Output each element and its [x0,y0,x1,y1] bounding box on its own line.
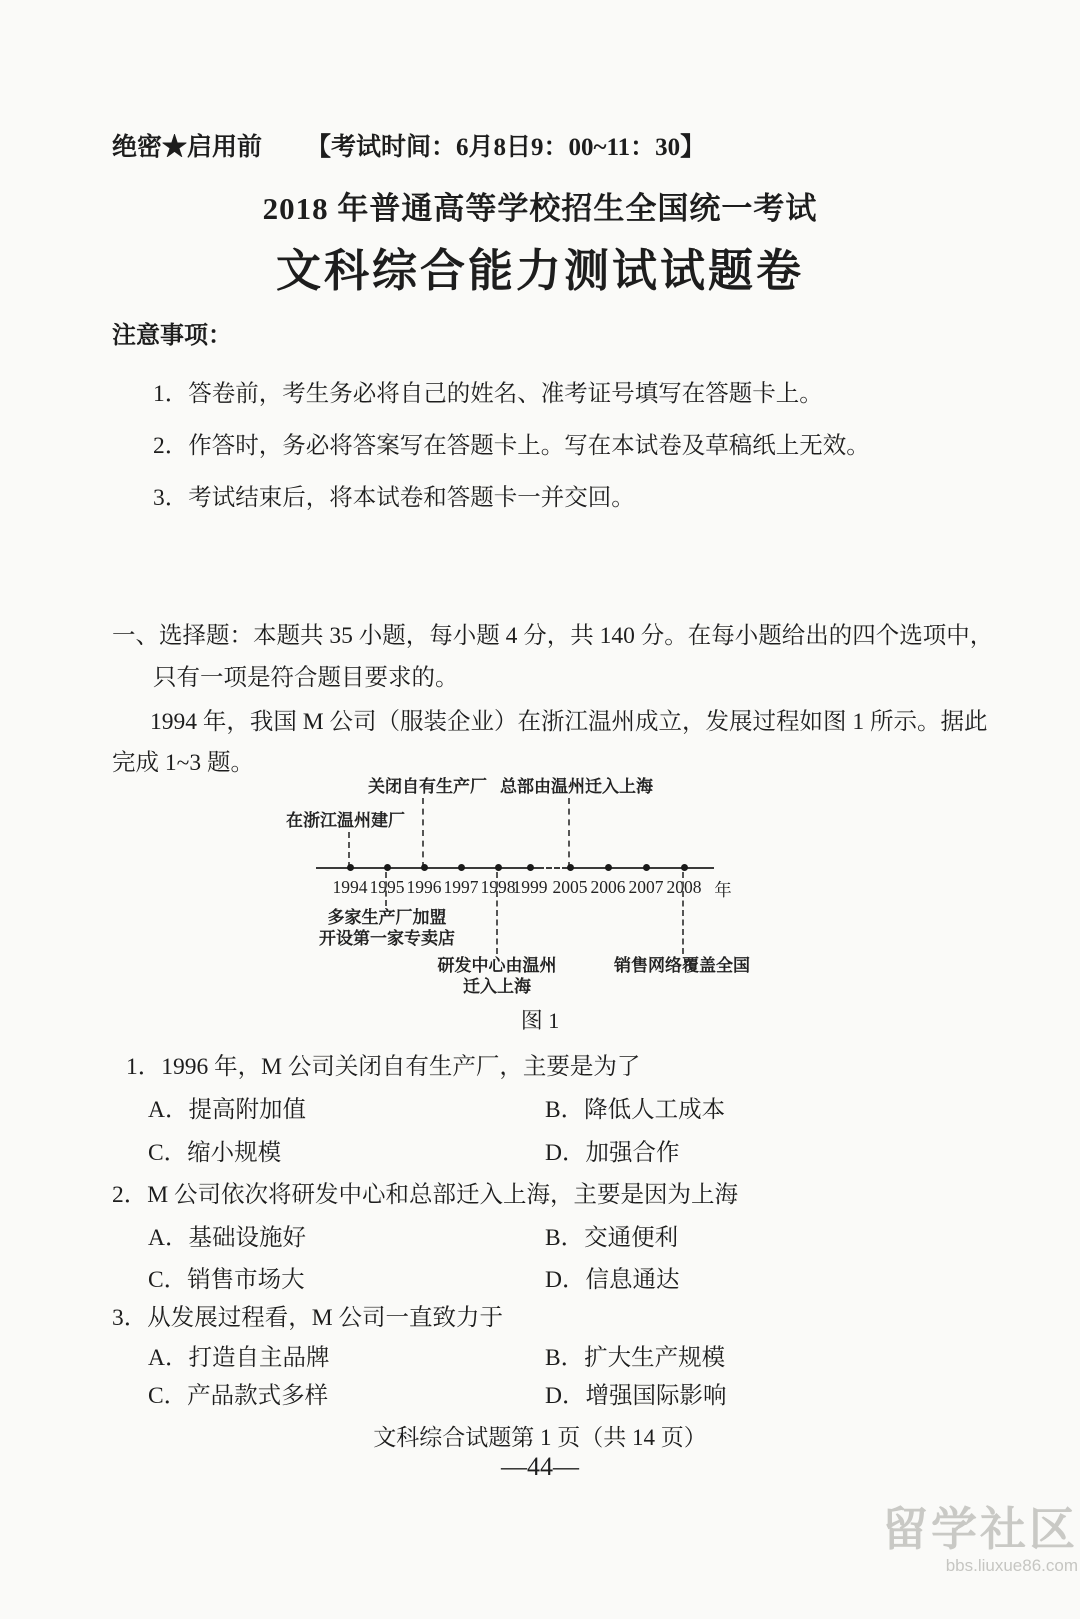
question-3-option-a: A．打造自主品牌 [148,1345,330,1371]
figure-caption: 图 1 [520,1008,560,1033]
timeline-dot-1995 [384,864,391,871]
timeline-dot-2007 [643,864,650,871]
year-label: 1994 [332,877,368,897]
year-label: 2005 [552,877,588,897]
question-1-option-a: A．提高附加值 [148,1097,306,1123]
timeline-dot-2006 [605,864,612,871]
question-2-stem: 2．M 公司依次将研发中心和总部迁入上海，主要是因为上海 [112,1182,739,1208]
event-connector [682,872,684,954]
watermark [882,1503,1078,1575]
axis-unit-label: 年 [714,880,732,900]
year-label: 1998 [480,877,516,897]
timeline-dot-2008 [681,864,688,871]
timeline-dot-1997 [458,864,465,871]
timeline-dot-1998 [495,864,502,871]
page-number: —44— [501,1452,579,1481]
question-3-option-c: C．产品款式多样 [148,1383,329,1409]
timeline-dot-1999 [527,864,534,871]
note-item-2: 2．作答时，务必将答案写在答题卡上。写在本试卷及草稿纸上无效。 [153,433,870,459]
question-2-option-d: D．信息通达 [545,1267,680,1293]
event-connector [496,872,498,954]
page-footer: 文科综合试题第 1 页（共 14 页） [373,1425,707,1450]
section-heading-line1: 一、选择题：本题共 35 小题，每小题 4 分，共 140 分。在每小题给出的四个选项中， [112,623,994,649]
year-label: 2007 [628,877,664,897]
note-item-1: 1．答卷前，考生务必将自己的姓名、准考证号填写在答题卡上。 [153,381,823,407]
timeline-figure [280,770,860,1012]
event-label-rd-to-shanghai: 研发中心由温州 迁入上海 [437,956,557,996]
event-connector [568,798,570,868]
event-connector [348,832,350,868]
event-label-sales-network: 销售网络覆盖全国 [614,956,750,975]
year-label: 1999 [512,877,548,897]
question-3-option-b: B．扩大生产规模 [545,1345,726,1371]
event-label-hq-to-shanghai: 总部由温州迁入上海 [500,777,653,796]
year-label: 1995 [369,877,405,897]
question-2-option-b: B．交通便利 [545,1225,679,1251]
exam-time: 【考试时间：6月8日9：00~11：30】 [306,134,706,161]
question-1-option-c: C．缩小规模 [148,1140,282,1166]
question-1-option-d: D．加强合作 [545,1140,680,1166]
passage-intro-line1: 1994 年，我国 M 公司（服装企业）在浙江温州成立，发展过程如图 1 所示。据此 [150,709,988,735]
question-2-option-a: A．基础设施好 [148,1225,306,1251]
year-label: 2006 [590,877,626,897]
year-label: 1996 [406,877,442,897]
question-3-option-d: D．增强国际影响 [545,1383,727,1409]
timeline-axis-right [568,867,714,869]
watermark-logo-text: 留学社区 [882,1503,1078,1555]
question-1-stem: 1．1996 年，M 公司关闭自有生产厂，主要是为了 [126,1054,641,1080]
event-label-factory-founded: 在浙江温州建厂 [286,811,405,830]
paper-title: 文科综合能力测试试题卷 [275,246,804,296]
question-2-option-c: C．销售市场大 [148,1267,305,1293]
watermark-url: bbs.liuxue86.com [945,1555,1078,1575]
notes-heading: 注意事项： [112,323,232,349]
note-item-3: 3．考试结束后，将本试卷和答题卡一并交回。 [153,485,635,511]
question-3-stem: 3．从发展过程看，M 公司一直致力于 [112,1305,504,1331]
security-marking: 绝密★启用前 [112,134,263,161]
timeline-dot-1994 [347,864,354,871]
passage-intro-line2: 完成 1~3 题。 [112,750,254,776]
event-label-close-own-factory: 关闭自有生产厂 [368,777,487,796]
event-connector [385,872,387,906]
question-1-option-b: B．降低人工成本 [545,1097,726,1123]
year-label: 1997 [443,877,479,897]
timeline-axis-break [538,867,568,869]
exam-title: 2018 年普通高等学校招生全国统一考试 [262,191,818,226]
timeline-dot-2005 [567,864,574,871]
timeline-dot-1996 [421,864,428,871]
event-label-franchise-store: 多家生产厂加盟 开设第一家专卖店 [319,908,455,948]
year-label: 2008 [666,877,702,897]
event-connector [422,798,424,868]
section-heading-line2: 只有一项是符合题目要求的。 [153,665,459,691]
